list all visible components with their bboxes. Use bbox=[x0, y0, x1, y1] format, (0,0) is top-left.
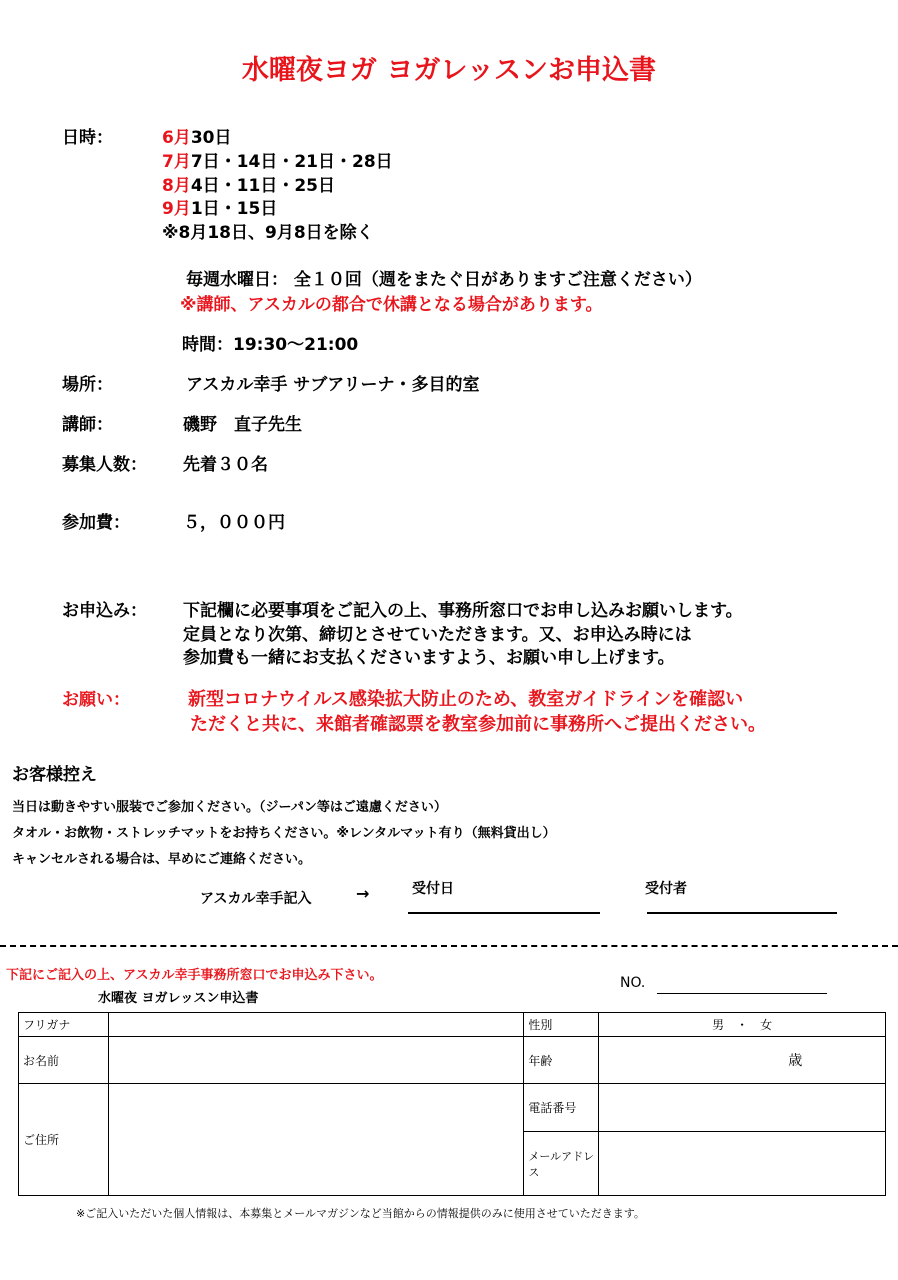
schedule-september bbox=[162, 194, 277, 219]
schedule-label: 日時： bbox=[62, 128, 113, 148]
reception-person-label: 受付者 bbox=[645, 881, 687, 897]
phone-label: 電話番号 bbox=[524, 1084, 599, 1132]
schedule-june bbox=[162, 123, 232, 148]
page-title: 水曜夜ヨガ ヨガレッスンお申込書 bbox=[241, 55, 657, 86]
lesson-time: 時間：19:30～21:00 bbox=[182, 335, 359, 355]
email-label: メールアドレス bbox=[524, 1132, 599, 1196]
month-label: 7月 bbox=[162, 152, 191, 172]
fee-value: ５，０００円 bbox=[183, 513, 285, 533]
arrow-right-icon: → bbox=[356, 884, 370, 903]
fee-label: 参加費： bbox=[62, 513, 130, 533]
privacy-note: ※ご記入いただいた個人情報は、本募集とメールマガジンなど当館からの情報提供のみに使用させていただきます。 bbox=[76, 1207, 645, 1220]
form-title: 水曜夜 ヨガレッスン申込書 bbox=[98, 991, 259, 1006]
name-field[interactable] bbox=[108, 1037, 523, 1084]
reception-person-line bbox=[647, 912, 837, 914]
gender-options[interactable]: 男 ・ 女 bbox=[599, 1013, 886, 1037]
cut-line bbox=[0, 945, 898, 947]
form-row-name bbox=[19, 1037, 886, 1084]
days-label: 1日・15日 bbox=[190, 199, 278, 219]
age-unit: 歳 bbox=[788, 1053, 803, 1069]
request-line-2: ただくと共に、来館者確認票を教室参加前に事務所へご提出ください。 bbox=[190, 714, 766, 735]
gender-label: 性別 bbox=[524, 1013, 599, 1037]
cancellation-notice: ※講師、アスカルの都合で休講となる場合があります。 bbox=[180, 295, 603, 315]
place-label: 場所： bbox=[62, 375, 113, 395]
address-field[interactable] bbox=[108, 1084, 523, 1196]
month-label: 6月 bbox=[162, 128, 191, 148]
weekly-note: 毎週水曜日： 全１０回（週をまたぐ日がありますご注意ください） bbox=[186, 270, 702, 290]
reception-date-line bbox=[408, 912, 600, 914]
age-field[interactable] bbox=[599, 1037, 886, 1084]
form-number-label: NO. bbox=[620, 975, 646, 991]
month-label: 9月 bbox=[162, 199, 191, 219]
furigana-field[interactable] bbox=[108, 1013, 523, 1037]
customer-note-2: タオル・お飲物・ストレッチマットをお持ちください。※レンタルマット有り（無料貸出し） bbox=[12, 826, 556, 841]
instructor-value: 磯野 直子先生 bbox=[183, 415, 302, 435]
apply-line-2: 定員となり次第、締切とさせていただきます。又、お申込み時には bbox=[183, 625, 692, 645]
customer-copy-heading: お客様控え bbox=[12, 765, 97, 785]
apply-line-1: 下記欄に必要事項をご記入の上、事務所窓口でお申し込みお願いします。 bbox=[183, 601, 743, 621]
reception-label: アスカル幸手記入 bbox=[200, 891, 312, 907]
form-row-furigana bbox=[19, 1013, 886, 1037]
days-label: 4日・11日・25日 bbox=[190, 176, 335, 196]
schedule-july bbox=[162, 147, 393, 172]
request-label: お願い： bbox=[62, 690, 130, 710]
address-label: ご住所 bbox=[19, 1084, 109, 1196]
request-line-1: 新型コロナウイルス感染拡大防止のため、教室ガイドラインを確認い bbox=[188, 689, 744, 710]
instructor-label: 講師： bbox=[62, 415, 113, 435]
capacity-label: 募集人数： bbox=[62, 455, 147, 475]
capacity-value: 先着３０名 bbox=[183, 455, 268, 475]
month-label: 8月 bbox=[162, 176, 191, 196]
name-label: お名前 bbox=[19, 1037, 109, 1084]
place-value: アスカル幸手 サブアリーナ・多目的室 bbox=[186, 375, 480, 395]
days-label: 30日 bbox=[190, 128, 232, 148]
schedule-exclusion: ※8月18日、9月8日を除く bbox=[162, 223, 374, 243]
age-label: 年齢 bbox=[524, 1037, 599, 1084]
phone-field[interactable] bbox=[599, 1084, 886, 1132]
days-label: 7日・14日・21日・28日 bbox=[190, 152, 393, 172]
form-number-line[interactable] bbox=[657, 993, 827, 994]
schedule-august bbox=[162, 171, 335, 196]
apply-line-3: 参加費も一緒にお支払くださいますよう、お願い申し上げます。 bbox=[183, 648, 675, 668]
application-form-table bbox=[18, 1012, 886, 1196]
reception-date-label: 受付日 bbox=[412, 881, 454, 897]
furigana-label: フリガナ bbox=[19, 1013, 109, 1037]
form-instruction: 下記にご記入の上、アスカル幸手事務所窓口でお申込み下さい。 bbox=[6, 968, 383, 983]
email-field[interactable] bbox=[599, 1132, 886, 1196]
customer-note-3: キャンセルされる場合は、早めにご連絡ください。 bbox=[12, 852, 312, 867]
customer-note-1: 当日は動きやすい服装でご参加ください。（ジーパン等はご遠慮ください） bbox=[12, 800, 447, 815]
apply-label: お申込み： bbox=[62, 601, 147, 621]
form-row-address-phone bbox=[19, 1084, 886, 1132]
